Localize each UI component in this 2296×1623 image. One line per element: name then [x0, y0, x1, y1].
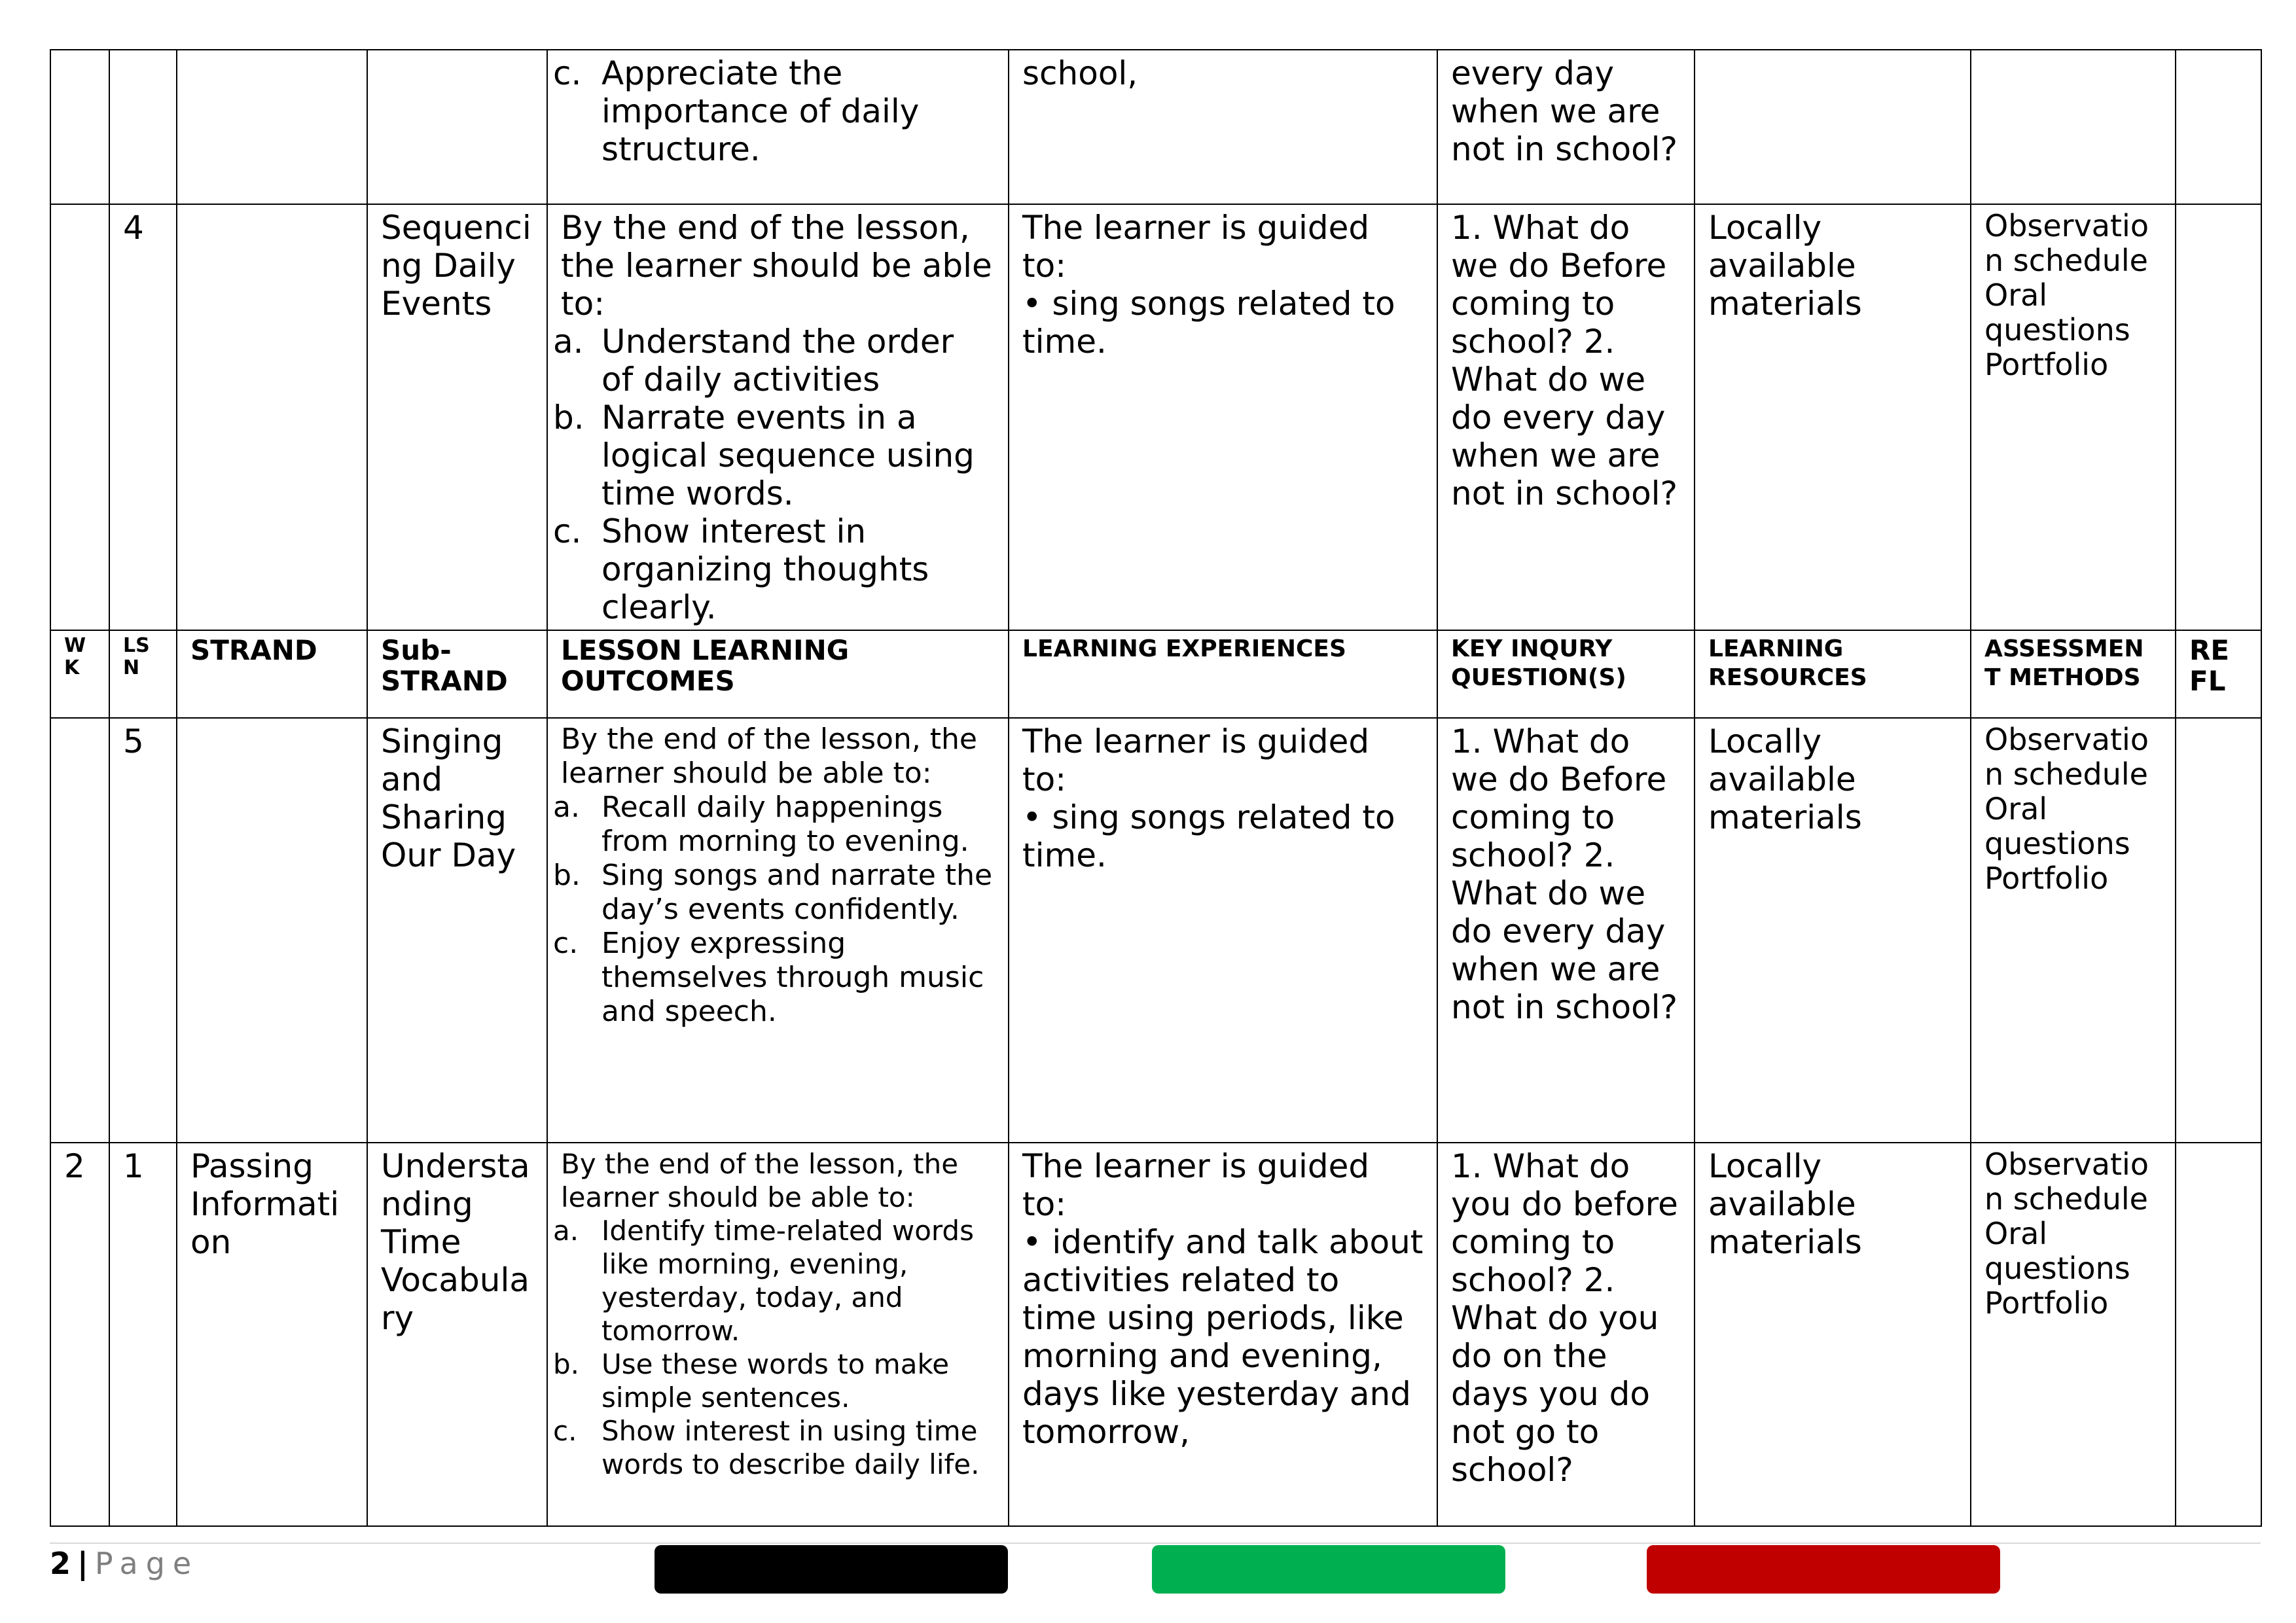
- strand-cell: [177, 204, 367, 630]
- resources-cell: Locally available materials: [1695, 1143, 1971, 1526]
- outcome-item: b. Use these words to make simple sentences.: [553, 1348, 950, 1414]
- key-inquiry-cell: 1. What do we do Before coming to school? 2. What do we do every day when we are not in school?: [1437, 204, 1695, 630]
- header-key-inquiry: KEY INQURY QUESTION(S): [1437, 630, 1695, 718]
- outcomes-cell: [547, 50, 1009, 204]
- outcome-intro: By the end of the lesson, the learner should be able to:: [561, 1148, 959, 1213]
- scheme-of-work-table: [50, 49, 2262, 1527]
- table-row: [50, 204, 2261, 630]
- header-strand: STRAND: [177, 630, 367, 718]
- black-color-bar: [655, 1545, 1008, 1594]
- table-row: [50, 1143, 2261, 1526]
- strand-cell: [177, 718, 367, 1143]
- header-resources: LEARNING RESOURCES: [1695, 630, 1971, 718]
- green-color-bar: [1152, 1545, 1505, 1594]
- reflection-cell: [2176, 1143, 2261, 1526]
- assessment-cell: Observation schedule Oral questions Portfolio: [1971, 718, 2176, 1143]
- lesson-cell: 4: [109, 204, 177, 630]
- page-footer: [50, 1544, 199, 1582]
- page-separator: |: [77, 1546, 88, 1581]
- outcomes-cell: [547, 718, 1009, 1143]
- outcome-item: a. Understand the order of daily activities: [553, 323, 954, 399]
- resources-cell: Locally available materials: [1695, 718, 1971, 1143]
- table-header-row: [50, 630, 2261, 718]
- experiences-cell: school,: [1009, 50, 1437, 204]
- header-week: W K: [50, 630, 109, 718]
- strand-cell: [177, 50, 367, 204]
- lesson-cell: 5: [109, 718, 177, 1143]
- experiences-cell: The learner is guided to: • sing songs related to time.: [1009, 718, 1437, 1143]
- header-lesson: LS N: [109, 630, 177, 718]
- assessment-cell: Observation schedule Oral questions Portfolio: [1971, 204, 2176, 630]
- outcomes-cell: [547, 1143, 1009, 1526]
- key-inquiry-cell: 1. What do we do Before coming to school? 2. What do we do every day when we are not in school?: [1437, 718, 1695, 1143]
- assessment-cell: [1971, 50, 2176, 204]
- outcome-item: b. Sing songs and narrate the day’s events confidently.: [553, 859, 993, 926]
- outcome-item: c. Show interest in using time words to describe daily life.: [553, 1415, 980, 1480]
- outcomes-cell: [547, 204, 1009, 630]
- substrand-cell: [367, 50, 547, 204]
- key-inquiry-cell: 1. What do you do before coming to school? 2. What do you do on the days you do not go to school?: [1437, 1143, 1695, 1526]
- outcome-item: c. Show interest in organizing thoughts clearly.: [553, 512, 929, 626]
- substrand-cell: Sequencing Daily Events: [367, 204, 547, 630]
- week-cell: [50, 718, 109, 1143]
- lesson-cell: [109, 50, 177, 204]
- resources-cell: [1695, 50, 1971, 204]
- assessment-cell: Observation schedule Oral questions Portfolio: [1971, 1143, 2176, 1526]
- strand-cell: Passing Information: [177, 1143, 367, 1526]
- reflection-cell: [2176, 50, 2261, 204]
- key-inquiry-cell: every day when we are not in school?: [1437, 50, 1695, 204]
- substrand-cell: Understanding Time Vocabulary: [367, 1143, 547, 1526]
- page-word: Page: [94, 1546, 200, 1581]
- experiences-cell: The learner is guided to: • identify and talk about activities related to time using periods, like morning and evening, days like yesterday and tomorrow,: [1009, 1143, 1437, 1526]
- substrand-cell: Singing and Sharing Our Day: [367, 718, 547, 1143]
- header-assessment: ASSESSMEN T METHODS: [1971, 630, 2176, 718]
- outcome-intro: By the end of the lesson, the learner should be able to:: [561, 722, 978, 790]
- reflection-cell: [2176, 718, 2261, 1143]
- week-cell: [50, 204, 109, 630]
- footer-divider: [50, 1543, 2261, 1544]
- outcome-item: c. Enjoy expressing themselves through music and speech.: [553, 927, 984, 1028]
- header-experiences: LEARNING EXPERIENCES: [1009, 630, 1437, 718]
- header-outcomes: LESSON LEARNING OUTCOMES: [547, 630, 1009, 718]
- header-reflection: REFL: [2176, 630, 2261, 718]
- page-number: 2: [50, 1546, 71, 1581]
- table-row: [50, 718, 2261, 1143]
- header-substrand: Sub-STRAND: [367, 630, 547, 718]
- week-cell: 2: [50, 1143, 109, 1526]
- outcome-intro: By the end of the lesson, the learner should be able to:: [561, 209, 992, 323]
- lesson-cell: 1: [109, 1143, 177, 1526]
- outcome-item: a. Identify time-related words like morning, evening, yesterday, today, and tomorrow.: [553, 1215, 974, 1347]
- reflection-cell: [2176, 204, 2261, 630]
- red-color-bar: [1647, 1545, 2000, 1594]
- outcome-item: c. Appreciate the importance of daily structure.: [553, 54, 920, 168]
- week-cell: [50, 50, 109, 204]
- table-row: [50, 50, 2261, 204]
- outcome-item: a. Recall daily happenings from morning to evening.: [553, 791, 969, 858]
- resources-cell: Locally available materials: [1695, 204, 1971, 630]
- experiences-cell: The learner is guided to: • sing songs related to time.: [1009, 204, 1437, 630]
- outcome-item: b. Narrate events in a logical sequence using time words.: [553, 399, 975, 512]
